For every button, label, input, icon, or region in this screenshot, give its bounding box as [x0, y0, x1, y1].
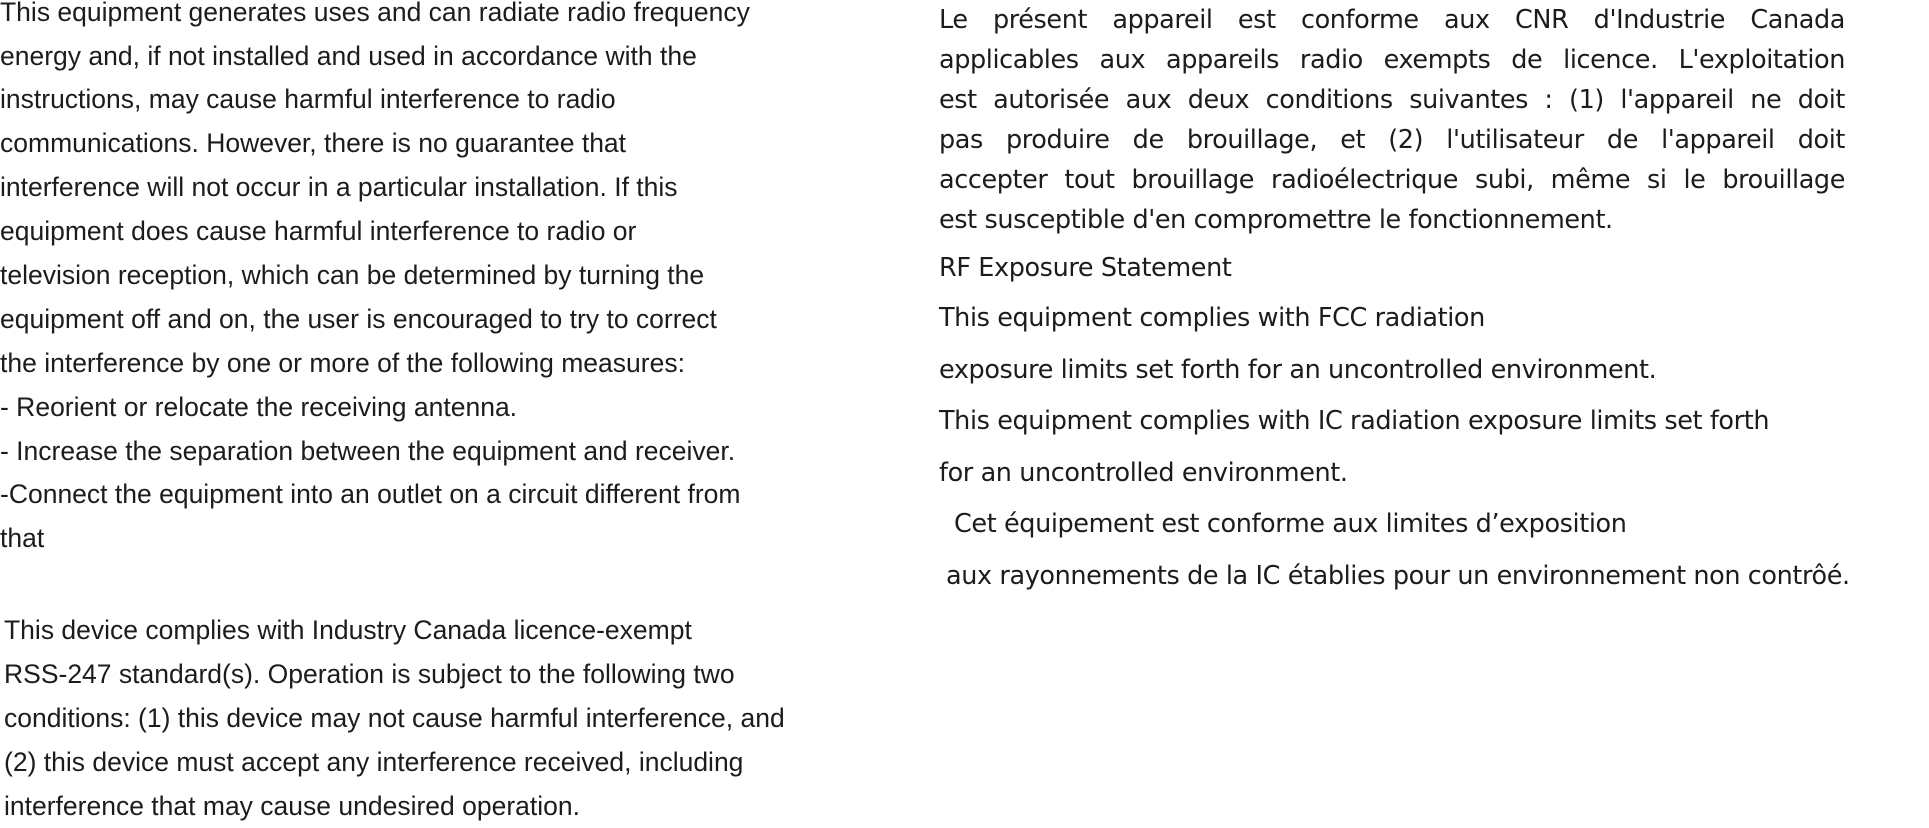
- fcc-line-3: instructions, may cause harmful interference to radio: [0, 84, 616, 114]
- rf-heading: RF Exposure Statement: [939, 253, 1232, 283]
- fcc-line-6: equipment does cause harmful interference to radio or: [0, 216, 637, 246]
- fcc-line-9: the interference by one or more of the following measures:: [0, 348, 685, 378]
- fcc-line-7: television reception, which can be determined by turning the: [0, 260, 705, 290]
- fcc-line-5: interference will not occur in a particular installation. If this: [0, 172, 678, 202]
- ic-line-3: conditions: (1) this device may not cause harmful interference, and: [4, 703, 785, 733]
- french-line-3: est autorisée aux deux conditions suivantes : (1) l'appareil ne doit: [939, 85, 1845, 115]
- rf-line-4: for an uncontrolled environment.: [939, 458, 1348, 488]
- rf-line-6: aux rayonnements de la IC établies pour un environnement non contrôé.: [946, 561, 1850, 591]
- fcc-measure-3: -Connect the equipment into an outlet on a circuit different from: [0, 479, 741, 509]
- rf-line-5: Cet équipement est conforme aux limites d’exposition: [954, 509, 1627, 539]
- fcc-line-13: that: [0, 523, 45, 553]
- rf-line-2: exposure limits set forth for an uncontrolled environment.: [939, 355, 1657, 385]
- fcc-measure-1: - Reorient or relocate the receiving antenna.: [0, 392, 518, 422]
- fcc-line-2: energy and, if not installed and used in accordance with the: [0, 41, 697, 71]
- ic-line-1: This device complies with Industry Canada licence-exempt: [4, 615, 692, 645]
- ic-line-2: RSS-247 standard(s). Operation is subject to the following two: [4, 659, 735, 689]
- ic-line-5: interference that may cause undesired operation.: [4, 791, 580, 821]
- rf-line-1: This equipment complies with FCC radiation: [939, 303, 1485, 333]
- french-line-1: Le présent appareil est conforme aux CNR d'Industrie Canada: [939, 5, 1845, 35]
- fcc-measure-2: - Increase the separation between the equipment and receiver.: [0, 436, 736, 466]
- fcc-line-4: communications. However, there is no guarantee that: [0, 128, 627, 158]
- fcc-line-1: This equipment generates uses and can radiate radio frequency: [0, 0, 750, 27]
- rf-line-3: This equipment complies with IC radiation exposure limits set forth: [939, 406, 1770, 436]
- fcc-line-8: equipment off and on, the user is encouraged to try to correct: [0, 304, 717, 334]
- french-line-6: est susceptible d'en compromettre le fonctionnement.: [939, 205, 1613, 235]
- french-line-5: accepter tout brouillage radioélectrique subi, même si le brouillage: [939, 165, 1845, 195]
- french-line-4: pas produire de brouillage, et (2) l'utilisateur de l'appareil doit: [939, 125, 1845, 155]
- french-line-2: applicables aux appareils radio exempts de licence. L'exploitation: [939, 45, 1845, 75]
- ic-line-4: (2) this device must accept any interference received, including: [4, 747, 744, 777]
